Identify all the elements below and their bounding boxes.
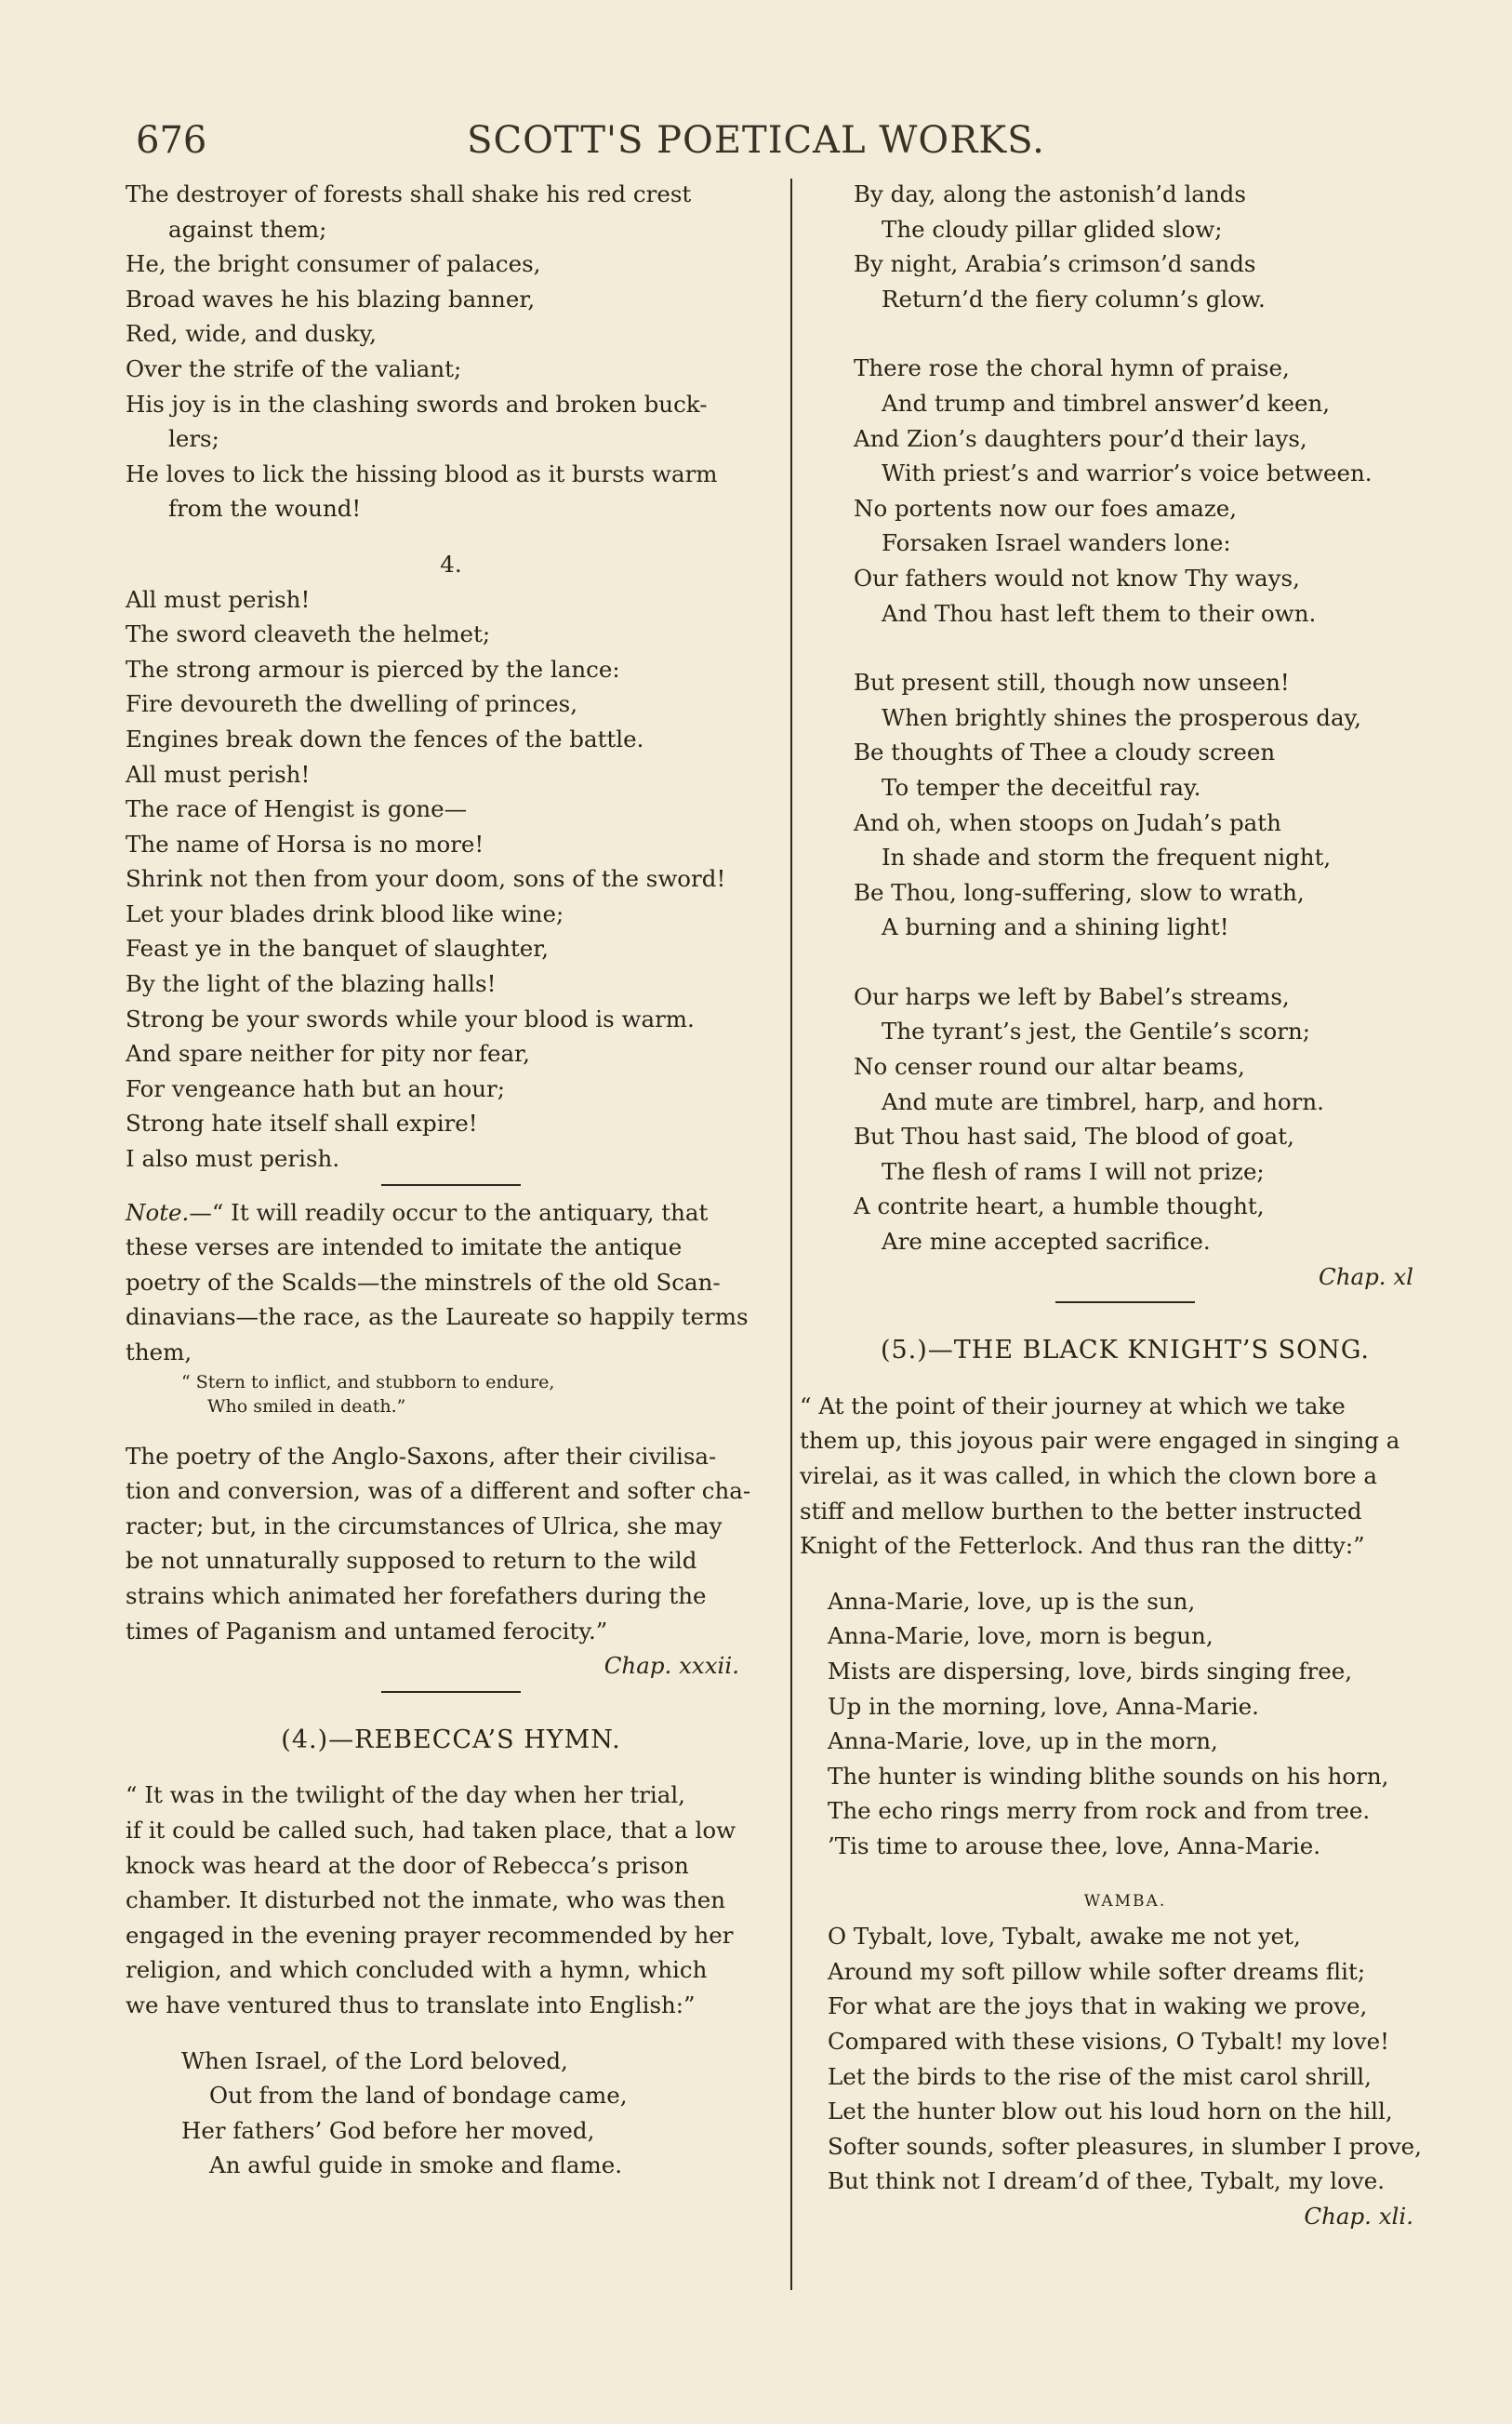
para-line: The poetry of the Anglo-Saxons, after their civilisa- — [126, 1442, 717, 1470]
hymn-line: Return’d the fiery column’s glow. — [882, 285, 1266, 313]
song-line: Let the hunter blow out his loud horn on the hill, — [828, 2098, 1393, 2125]
right-column — [800, 177, 1451, 2233]
chapter-ref: Chap. xxxii. — [603, 1652, 739, 1680]
verse-line: Strong be your swords while your blood is warm. — [126, 1005, 695, 1032]
para-line: virelai, as it was called, in which the clown bore a — [800, 1462, 1377, 1489]
verse-line: And spare neither for pity nor fear, — [126, 1040, 530, 1068]
column-divider — [790, 179, 792, 2290]
commentary-paragraph — [126, 1439, 776, 1649]
verse-line: from the wound! — [168, 495, 362, 523]
hymn-line: There rose the choral hymn of praise, — [854, 354, 1290, 382]
verse-line: The race of Hengist is gone— — [126, 795, 468, 823]
hymn-line: And oh, when stoops on Judah’s path — [854, 808, 1281, 836]
note-line: them, — [126, 1339, 192, 1365]
song-line: Softer sounds, softer pleasures, in slumber I prove, — [828, 2132, 1422, 2160]
note-line: poetry of the Scalds—the minstrels of the old Scan- — [126, 1268, 721, 1296]
chapter-ref: Chap. xl — [1318, 1262, 1413, 1290]
verse-line: Strong hate itself shall expire! — [126, 1110, 478, 1138]
verse-line: All must perish! — [126, 760, 311, 788]
hymn-line: Are mine accepted sacrifice. — [882, 1228, 1211, 1256]
song-line: Anna-Marie, love, morn is begun, — [828, 1622, 1214, 1650]
hymn-line: The flesh of rams I will not prize; — [882, 1157, 1265, 1185]
note-line: —“ It will readily occur to the antiquary, that — [189, 1198, 709, 1226]
para-line: “ It was in the twilight of the day when her trial, — [126, 1781, 685, 1809]
hymn-line: To temper the deceitful ray. — [882, 773, 1201, 801]
para-line: if it could be called such, had taken place, that a low — [126, 1816, 736, 1844]
intro-paragraph — [800, 1389, 1451, 1564]
para-line: be not unnaturally supposed to return to the wild — [126, 1547, 697, 1575]
verse-line: I also must perish. — [126, 1145, 340, 1173]
hymn-line: But present still, though now unseen! — [854, 669, 1290, 697]
song-line: The echo rings merry from rock and from tree. — [828, 1797, 1371, 1825]
verse-line: Over the strife of the valiant; — [126, 354, 462, 382]
para-line: chamber. It disturbed not the inmate, who was then — [126, 1886, 726, 1914]
hymn-line: And trump and timbrel answer’d keen, — [882, 389, 1331, 417]
song-line: Compared with these visions, O Tybalt! my love! — [828, 2027, 1389, 2055]
section-rule — [381, 1184, 521, 1186]
song-line: Around my soft pillow while softer dreams flit; — [828, 1957, 1366, 1985]
hymn-line: When Israel, of the Lord beloved, — [181, 2046, 568, 2074]
speaker-label: WAMBA. — [1083, 1891, 1167, 1911]
note-line: dinavians—the race, as the Laureate so happily terms — [126, 1303, 749, 1331]
hymn-line: Her fathers’ God before her moved, — [181, 2116, 595, 2144]
verse-line: Broad waves he his blazing banner, — [126, 285, 536, 313]
verse-line: For vengeance hath but an hour; — [126, 1074, 505, 1102]
song-line: Let the birds to the rise of the mist carol shrill, — [828, 2062, 1372, 2090]
verse-line: The strong armour is pierced by the lance: — [126, 655, 620, 683]
para-line: stiff and mellow burthen to the better instructed — [800, 1497, 1362, 1525]
note-line: these verses are intended to imitate the antique — [126, 1233, 683, 1261]
para-line: engaged in the evening prayer recommended by her — [126, 1921, 734, 1949]
verse-line: The sword cleaveth the helmet; — [126, 620, 491, 648]
song-line: But think not I dream’d of thee, Tybalt, my love. — [828, 2167, 1386, 2195]
running-title: SCOTT'S POETICAL WORKS. — [467, 119, 1045, 162]
song-line: Anna-Marie, love, up is the sun, — [828, 1587, 1196, 1615]
hymn-line: But Thou hast said, The blood of goat, — [854, 1123, 1294, 1151]
verse-line: The name of Horsa is no more! — [126, 830, 484, 858]
hymn-line: An awful guide in smoke and flame. — [209, 2151, 622, 2179]
hymn-line: No censer round our altar beams, — [854, 1053, 1245, 1081]
hymn-line: When brightly shines the prosperous day, — [882, 703, 1361, 731]
verse-line: All must perish! — [126, 585, 311, 613]
song-line: ’Tis time to arouse thee, love, Anna-Marie. — [828, 1831, 1320, 1859]
hymn-line: The cloudy pillar glided slow; — [882, 215, 1223, 243]
para-line: strains which animated her forefathers during the — [126, 1581, 707, 1609]
para-line: we have ventured thus to translate into English:” — [126, 1991, 696, 2018]
chapter-ref: Chap. xli. — [1304, 2202, 1413, 2230]
verse-line: Let your blades drink blood like wine; — [126, 899, 564, 927]
para-line: tion and conversion, was of a different and softer cha- — [126, 1477, 751, 1505]
para-line: Knight of the Fetterlock. And thus ran the ditty:” — [800, 1532, 1365, 1560]
page-header — [130, 119, 1382, 162]
para-line: times of Paganism and untamed ferocity.” — [126, 1617, 608, 1645]
verse-line: against them; — [168, 215, 327, 243]
song-line: Anna-Marie, love, up in the morn, — [828, 1727, 1218, 1755]
song-line: For what are the joys that in waking we prove, — [828, 1992, 1368, 2020]
para-line: racter; but, in the circumstances of Ulrica, she may — [126, 1512, 723, 1539]
hymn-line: Be Thou, long-suffering, slow to wrath, — [854, 878, 1305, 906]
verse-line: Fire devoureth the dwelling of princes, — [126, 690, 578, 718]
para-line: them up, this joyous pair were engaged in singing a — [800, 1427, 1400, 1455]
intro-paragraph — [126, 1778, 776, 2022]
song-line: O Tybalt, love, Tybalt, awake me not yet, — [828, 1923, 1301, 1951]
left-column — [126, 177, 776, 2183]
song-line: The hunter is winding blithe sounds on his horn, — [828, 1762, 1389, 1790]
verse-line: His joy is in the clashing swords and broken buck- — [126, 390, 708, 418]
verse-line: He loves to lick the hissing blood as it bursts warm — [126, 459, 718, 487]
hymn-line: Out from the land of bondage came, — [209, 2082, 628, 2110]
hymn-line: The tyrant’s jest, the Gentile’s scorn; — [882, 1018, 1310, 1046]
verse-line: Red, wide, and dusky, — [126, 320, 377, 348]
verse-line: lers; — [168, 425, 219, 453]
verse-line: Shrink not then from your doom, sons of the sword! — [126, 865, 726, 893]
hymn-line: Our harps we left by Babel’s streams, — [854, 982, 1290, 1010]
hymn-line: Our fathers would not know Thy ways, — [854, 564, 1300, 592]
verse-line: Engines break down the fences of the battle. — [126, 725, 644, 753]
verse-line: The destroyer of forests shall shake his red crest — [126, 180, 692, 207]
hymn-line: And Thou hast left them to their own. — [882, 599, 1317, 627]
stanza-number: 4. — [440, 550, 462, 578]
para-line: knock was heard at the door of Rebecca’s prison — [126, 1851, 689, 1879]
quote-line: Who smiled in death.” — [207, 1395, 406, 1417]
section-heading: (4.)—REBECCA’S HYMN. — [281, 1725, 621, 1754]
verse-line: By the light of the blazing halls! — [126, 970, 497, 998]
quote-line: “ Stern to inflict, and stubborn to endure, — [181, 1371, 555, 1392]
hymn-line: By day, along the astonish’d lands — [854, 180, 1246, 207]
hymn-line: With priest’s and warrior’s voice between. — [882, 459, 1373, 487]
section-rule — [1055, 1301, 1195, 1303]
section-rule — [381, 1691, 521, 1693]
hymn-line: Be thoughts of Thee a cloudy screen — [854, 739, 1276, 766]
note-paragraph — [126, 1195, 776, 1370]
song-line: Up in the morning, love, Anna-Marie. — [828, 1692, 1259, 1720]
song-line: Mists are dispersing, love, birds singing free, — [828, 1657, 1353, 1685]
page-number: 676 — [136, 119, 207, 162]
hymn-line: A contrite heart, a humble thought, — [854, 1192, 1265, 1220]
hymn-line: By night, Arabia’s crimson’d sands — [854, 250, 1256, 278]
hymn-line: In shade and storm the frequent night, — [882, 844, 1332, 872]
verse-line: He, the bright consumer of palaces, — [126, 250, 541, 278]
hymn-line: And mute are timbrel, harp, and horn. — [882, 1087, 1324, 1115]
hymn-line: A burning and a shining light! — [882, 913, 1229, 941]
verse-line: Feast ye in the banquet of slaughter, — [126, 935, 550, 963]
section-heading: (5.)—THE BLACK KNIGHT’S SONG. — [880, 1336, 1371, 1365]
hymn-line: And Zion’s daughters pour’d their lays, — [854, 424, 1307, 452]
note-label: Note. — [126, 1198, 190, 1226]
para-line: “ At the point of their journey at which we take — [800, 1392, 1346, 1419]
hymn-line: No portents now our foes amaze, — [854, 494, 1238, 522]
para-line: religion, and which concluded with a hymn, which — [126, 1956, 708, 1984]
hymn-line: Forsaken Israel wanders lone: — [882, 529, 1231, 557]
